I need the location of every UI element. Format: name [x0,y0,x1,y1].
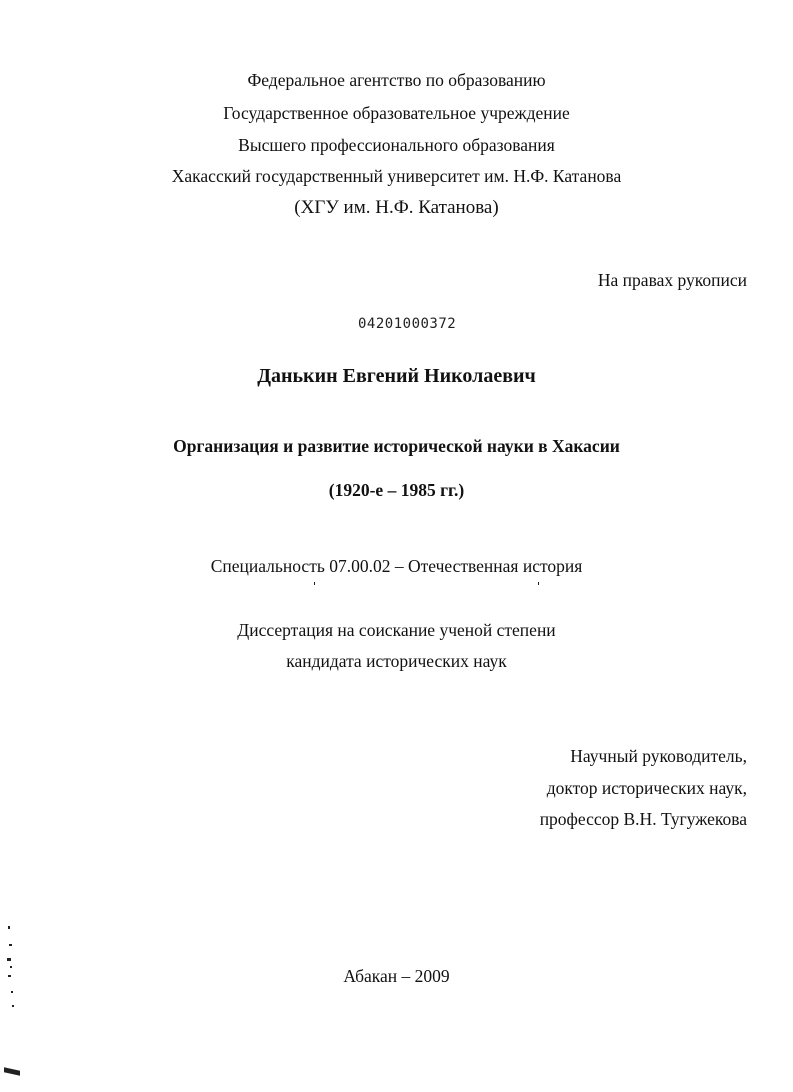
dissertation-period: (1920-е – 1985 гг.) [328,480,465,500]
supervisor-role: Научный руководитель, [570,746,747,766]
header-education-level: Высшего профессионального образования [238,135,555,155]
dissertation-title: Организация и развитие исторической науки в Хакасии [173,436,620,456]
supervisor-name: профессор В.Н. Тугужекова [539,809,747,829]
specialty: Специальность 07.00.02 – Отечественная история [210,556,583,576]
degree-line-1: Диссертация на соискание ученой степени [237,620,556,640]
author-name: Данькин Евгений Николаевич [257,365,536,387]
header-institution-type: Государственное образовательное учреждение [223,103,570,123]
header-agency: Федеральное агентство по образованию [247,70,546,90]
degree-line-2: кандидата исторических наук [286,651,507,671]
place-year: Абакан – 2009 [343,966,450,986]
manuscript-note: На правах рукописи [597,270,747,290]
archive-number: 04201000372 [358,316,457,332]
header-university-abbr: (ХГУ им. Н.Ф. Катанова) [294,197,499,218]
header-university: Хакасский государственный университет им. Н.Ф. Катанова [171,166,622,186]
supervisor-degree: доктор исторических наук, [546,778,747,798]
